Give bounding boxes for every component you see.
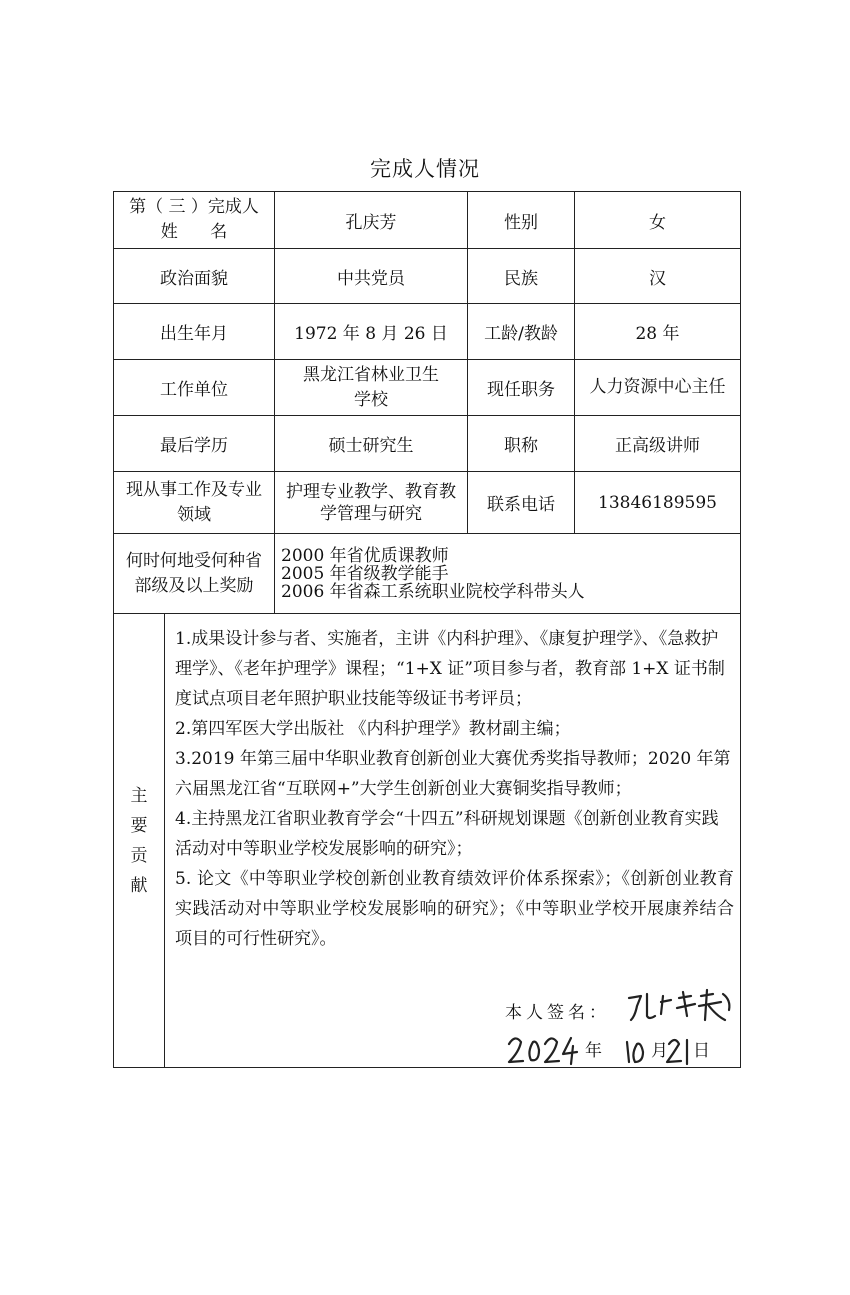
award-item: 2005 年省级教学能手: [281, 563, 449, 584]
award-item: 2006 年省森工系统职业院校学科带头人: [281, 581, 585, 602]
seniority-label: 工龄/教龄: [468, 304, 575, 360]
employer-label: 工作单位: [114, 360, 275, 416]
awards-list: [275, 534, 741, 614]
awards-label: 何时何地受何种省部级及以上奖励: [114, 534, 275, 614]
page-title: 完成人情况: [370, 157, 480, 181]
birth-value: 1972 年 8 月 26 日: [275, 304, 468, 360]
contribution-item: 5. 论文《中等职业学校创新创业教育绩效评价体系探索》；《创新创业教育实践活动对中等职业学校发展影响的研究》；《中等职业学校开展康养结合项目的可行性研究》。: [175, 869, 734, 949]
seniority-value: 28 年: [575, 304, 741, 360]
education-label: 最后学历: [114, 416, 275, 472]
contribution-item: 3.2019 年第三届中华职业教育创新创业大赛优秀奖指导教师；2020 年第六届黑龙江省“互联网+”大学生创新创业大赛铜奖指导教师；: [175, 749, 731, 799]
name-value: 孔庆芳: [275, 192, 468, 249]
gender-label: 性别: [468, 192, 575, 249]
name-label: 第（ 三 ）完成人 姓 名: [114, 192, 275, 249]
title-value: 正高级讲师: [575, 416, 741, 472]
field-label: 现从事工作及专业领域: [114, 472, 275, 534]
signature-label: 本人签名：: [505, 1003, 610, 1023]
contribution-item: 1.成果设计参与者、实施者，主讲《内科护理》、《康复护理学》、《急救护理学》、《老年护理学》课程；“1+X 证”项目参与者，教育部 1+X 证书制度试点项目老年照护职业技能等级证书考评员；: [175, 629, 725, 709]
contribution-item: 2.第四军医大学出版社 《内科护理学》教材副主编；: [175, 719, 571, 739]
handwritten-signature: [625, 986, 745, 1026]
gender-value: 女: [575, 192, 741, 249]
position-value: 人力资源中心主任: [575, 360, 741, 416]
education-value: 硕士研究生: [275, 416, 468, 472]
contributions-body: [165, 614, 741, 1068]
birth-label: 出生年月: [114, 304, 275, 360]
signature-date: 年 月 日: [507, 1032, 707, 1066]
politics-value: 中共党员: [275, 249, 468, 304]
phone-label: 联系电话: [468, 472, 575, 534]
ethnicity-value: 汉: [575, 249, 741, 304]
ethnicity-label: 民族: [468, 249, 575, 304]
field-value: 护理专业教学、教育教学管理与研究: [275, 472, 468, 534]
title-label: 职称: [468, 416, 575, 472]
position-label: 现任职务: [468, 360, 575, 416]
contributions-label: 主 要 贡 献: [114, 614, 165, 1068]
contribution-item: 4.主持黑龙江省职业教育学会“十四五”科研规划课题《创新创业教育实践活动对中等职业学校发展影响的研究》；: [175, 809, 719, 859]
info-table: [113, 191, 741, 1068]
award-item: 2000 年省优质课教师: [281, 545, 449, 566]
politics-label: 政治面貌: [114, 249, 275, 304]
phone-value: 13846189595: [575, 472, 741, 534]
employer-value: 黑龙江省林业卫生学校: [275, 360, 468, 416]
